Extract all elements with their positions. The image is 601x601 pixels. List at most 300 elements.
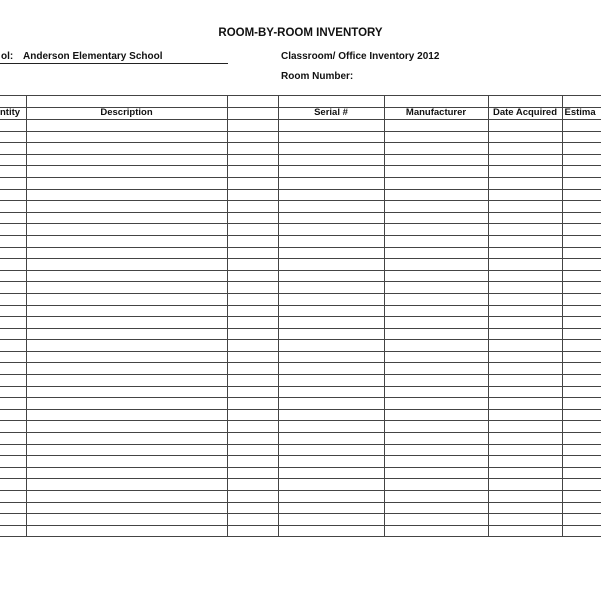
- table-cell: [0, 444, 26, 456]
- table-cell: [384, 467, 488, 479]
- table-cell: [278, 189, 384, 201]
- school-label: ol:: [1, 51, 14, 62]
- table-cell: [488, 247, 562, 259]
- table-row: [0, 363, 601, 375]
- table-cell: [26, 293, 227, 305]
- table-cell: [488, 386, 562, 398]
- table-cell: [0, 154, 26, 166]
- table-cell: [562, 340, 601, 352]
- table-cell: [562, 259, 601, 271]
- table-cell: [384, 444, 488, 456]
- table-cell: [562, 351, 601, 363]
- table-cell: [26, 282, 227, 294]
- table-cell: [26, 259, 227, 271]
- table-cell: [0, 305, 26, 317]
- table-cell: [278, 444, 384, 456]
- table-cell: [488, 317, 562, 329]
- table-row: [0, 456, 601, 468]
- table-cell: [278, 363, 384, 375]
- table-header-row: [0, 107, 601, 120]
- table-cell: [278, 514, 384, 526]
- table-cell: [278, 386, 384, 398]
- table-cell: [227, 363, 278, 375]
- table-cell: [278, 375, 384, 387]
- table-cell: [227, 235, 278, 247]
- header-manufacturer: Manufacturer: [384, 107, 488, 120]
- table-cell: [26, 351, 227, 363]
- table-cell: [26, 398, 227, 410]
- table-cell: [384, 351, 488, 363]
- table-cell: [0, 201, 26, 213]
- school-underline: [0, 63, 228, 64]
- table-row: [0, 305, 601, 317]
- table-cell: [0, 514, 26, 526]
- table-cell: [26, 467, 227, 479]
- table-cell: [384, 375, 488, 387]
- table-cell: [278, 409, 384, 421]
- table-top-row: [0, 96, 601, 108]
- table-cell: [488, 166, 562, 178]
- table-row: [0, 189, 601, 201]
- page-title: ROOM-BY-ROOM INVENTORY: [218, 27, 383, 39]
- table-cell: [26, 201, 227, 213]
- table-cell: [384, 398, 488, 410]
- table-cell: [278, 282, 384, 294]
- table-cell: [0, 456, 26, 468]
- table-cell: [488, 131, 562, 143]
- table-cell: [227, 386, 278, 398]
- table-cell: [488, 154, 562, 166]
- table-row: [0, 212, 601, 224]
- table-cell: [0, 293, 26, 305]
- table-cell: [562, 444, 601, 456]
- table-cell: [26, 479, 227, 491]
- table-cell: [384, 491, 488, 503]
- table-cell: [278, 433, 384, 445]
- table-cell: [488, 398, 562, 410]
- table-cell: [227, 317, 278, 329]
- table-row: [0, 340, 601, 352]
- table-cell: [227, 444, 278, 456]
- table-cell: [384, 143, 488, 155]
- table-cell: [488, 433, 562, 445]
- header-estimated-value: Estima: [562, 107, 601, 120]
- table-cell: [227, 351, 278, 363]
- table-cell: [384, 212, 488, 224]
- table-row: [0, 467, 601, 479]
- table-cell: [227, 247, 278, 259]
- table-row: [0, 235, 601, 247]
- table-row: [0, 154, 601, 166]
- table-cell: [0, 467, 26, 479]
- table-row: [0, 421, 601, 433]
- table-cell: [562, 293, 601, 305]
- table-cell: [562, 235, 601, 247]
- table-cell: [227, 409, 278, 421]
- table-cell: [26, 224, 227, 236]
- table-cell: [562, 421, 601, 433]
- table-cell: [562, 177, 601, 189]
- table-cell: [562, 363, 601, 375]
- table-cell: [26, 120, 227, 132]
- table-cell: [488, 340, 562, 352]
- table-cell: [562, 479, 601, 491]
- table-cell: [278, 351, 384, 363]
- table-cell: [384, 386, 488, 398]
- table-cell: [0, 386, 26, 398]
- table-cell: [227, 259, 278, 271]
- table-cell: [562, 328, 601, 340]
- table-cell: [26, 270, 227, 282]
- table-cell: [0, 433, 26, 445]
- table-cell: [488, 235, 562, 247]
- table-cell: [488, 375, 562, 387]
- table-cell: [227, 166, 278, 178]
- table-cell: [0, 351, 26, 363]
- table-cell: [26, 212, 227, 224]
- table-row: [0, 317, 601, 329]
- table-cell: [488, 282, 562, 294]
- table-cell: [26, 433, 227, 445]
- table-cell: [562, 456, 601, 468]
- table-cell: [0, 189, 26, 201]
- table-cell: [227, 456, 278, 468]
- table-cell: [0, 479, 26, 491]
- table-cell: [227, 120, 278, 132]
- table-cell: [278, 259, 384, 271]
- table-cell: [227, 270, 278, 282]
- table-cell: [562, 467, 601, 479]
- table-row: [0, 502, 601, 514]
- table-cell: [488, 270, 562, 282]
- table-cell: [26, 502, 227, 514]
- table-cell: [562, 143, 601, 155]
- table-cell: [227, 421, 278, 433]
- table-cell: [227, 224, 278, 236]
- table-cell: [26, 154, 227, 166]
- table-cell: [278, 177, 384, 189]
- inventory-title: Classroom/ Office Inventory 2012: [281, 51, 440, 62]
- table-cell: [384, 340, 488, 352]
- table-cell: [562, 224, 601, 236]
- table-row: [0, 386, 601, 398]
- table-cell: [0, 143, 26, 155]
- table-cell: [26, 166, 227, 178]
- table-row: [0, 375, 601, 387]
- table-cell: [0, 398, 26, 410]
- table-cell: [384, 166, 488, 178]
- table-cell: [0, 166, 26, 178]
- table-cell: [278, 293, 384, 305]
- table-cell: [384, 189, 488, 201]
- table-cell: [227, 154, 278, 166]
- table-row: [0, 177, 601, 189]
- table-cell: [488, 328, 562, 340]
- table-row: [0, 433, 601, 445]
- inventory-table: [0, 95, 601, 537]
- table-cell: [26, 247, 227, 259]
- table-cell: [562, 270, 601, 282]
- table-row: [0, 282, 601, 294]
- table-cell: [26, 177, 227, 189]
- table-cell: [384, 421, 488, 433]
- table-cell: [227, 398, 278, 410]
- table-cell: [0, 375, 26, 387]
- table-cell: [488, 491, 562, 503]
- table-cell: [384, 131, 488, 143]
- table-cell: [0, 270, 26, 282]
- table-cell: [278, 328, 384, 340]
- table-cell: [488, 421, 562, 433]
- table-cell: [227, 212, 278, 224]
- table-cell: [384, 502, 488, 514]
- table-cell: [278, 467, 384, 479]
- table-cell: [26, 409, 227, 421]
- table-cell: [227, 502, 278, 514]
- table-cell: [384, 154, 488, 166]
- table-cell: [384, 293, 488, 305]
- table-row: [0, 409, 601, 421]
- table-cell: [0, 282, 26, 294]
- table-cell: [0, 328, 26, 340]
- table-cell: [278, 235, 384, 247]
- table-row: [0, 224, 601, 236]
- table-cell: [278, 479, 384, 491]
- table-cell: [278, 270, 384, 282]
- table-cell: [227, 479, 278, 491]
- table-cell: [384, 514, 488, 526]
- table-cell: [384, 479, 488, 491]
- table-cell: [0, 131, 26, 143]
- header-blank: [227, 107, 278, 120]
- table-cell: [562, 154, 601, 166]
- table-cell: [562, 166, 601, 178]
- table-cell: [488, 293, 562, 305]
- table-cell: [278, 154, 384, 166]
- table-cell: [384, 525, 488, 537]
- table-cell: [384, 456, 488, 468]
- table-cell: [562, 189, 601, 201]
- table-cell: [488, 456, 562, 468]
- table-cell: [26, 363, 227, 375]
- table-cell: [26, 235, 227, 247]
- table-cell: [488, 120, 562, 132]
- table-cell: [488, 177, 562, 189]
- table-row: [0, 120, 601, 132]
- table-cell: [384, 305, 488, 317]
- table-row: [0, 351, 601, 363]
- table-cell: [0, 317, 26, 329]
- table-cell: [488, 479, 562, 491]
- table-cell: [278, 491, 384, 503]
- table-cell: [0, 224, 26, 236]
- table-cell: [227, 143, 278, 155]
- table-cell: [562, 212, 601, 224]
- table-cell: [562, 305, 601, 317]
- table-row: [0, 131, 601, 143]
- table-cell: [227, 467, 278, 479]
- table-cell: [384, 201, 488, 213]
- table-cell: [384, 224, 488, 236]
- table-cell: [488, 409, 562, 421]
- table-row: [0, 444, 601, 456]
- table-cell: [562, 131, 601, 143]
- table-cell: [488, 212, 562, 224]
- table-cell: [384, 235, 488, 247]
- table-cell: [488, 305, 562, 317]
- table-cell: [0, 363, 26, 375]
- table-row: [0, 328, 601, 340]
- table-cell: [488, 363, 562, 375]
- table-cell: [0, 177, 26, 189]
- table-cell: [26, 131, 227, 143]
- table-cell: [0, 409, 26, 421]
- table-cell: [562, 514, 601, 526]
- table-cell: [384, 247, 488, 259]
- table-cell: [227, 514, 278, 526]
- table-row: [0, 247, 601, 259]
- table-cell: [562, 375, 601, 387]
- table-cell: [278, 398, 384, 410]
- table-row: [0, 514, 601, 526]
- table-cell: [384, 282, 488, 294]
- table-cell: [562, 120, 601, 132]
- table-cell: [384, 328, 488, 340]
- table-cell: [488, 259, 562, 271]
- table-cell: [278, 212, 384, 224]
- table-cell: [26, 340, 227, 352]
- table-cell: [0, 525, 26, 537]
- table-cell: [488, 224, 562, 236]
- table-cell: [227, 491, 278, 503]
- table-cell: [26, 375, 227, 387]
- table-row: [0, 479, 601, 491]
- table-cell: [227, 525, 278, 537]
- table-cell: [562, 247, 601, 259]
- table-cell: [227, 328, 278, 340]
- table-cell: [26, 317, 227, 329]
- table-cell: [278, 224, 384, 236]
- table-cell: [26, 525, 227, 537]
- table-cell: [227, 433, 278, 445]
- table-cell: [278, 317, 384, 329]
- table-row: [0, 201, 601, 213]
- table-cell: [278, 305, 384, 317]
- table-cell: [227, 305, 278, 317]
- table-cell: [227, 282, 278, 294]
- table-cell: [384, 259, 488, 271]
- table-cell: [488, 189, 562, 201]
- table-row: [0, 491, 601, 503]
- table-cell: [384, 317, 488, 329]
- table-cell: [384, 177, 488, 189]
- table-cell: [278, 340, 384, 352]
- table-cell: [488, 143, 562, 155]
- table-cell: [562, 201, 601, 213]
- table-row: [0, 143, 601, 155]
- table-cell: [0, 421, 26, 433]
- table-cell: [278, 131, 384, 143]
- table-cell: [227, 293, 278, 305]
- table-cell: [488, 444, 562, 456]
- table-cell: [278, 120, 384, 132]
- table-cell: [278, 143, 384, 155]
- table-cell: [562, 433, 601, 445]
- table-cell: [562, 386, 601, 398]
- table-row: [0, 398, 601, 410]
- table-cell: [26, 456, 227, 468]
- header-quantity: ntity: [0, 107, 26, 120]
- table-cell: [278, 525, 384, 537]
- table-cell: [562, 491, 601, 503]
- room-number-label: Room Number:: [281, 71, 354, 82]
- table-cell: [227, 189, 278, 201]
- table-cell: [0, 120, 26, 132]
- header-description: Description: [26, 107, 227, 120]
- table-cell: [26, 491, 227, 503]
- table-cell: [384, 409, 488, 421]
- table-cell: [278, 421, 384, 433]
- table-cell: [0, 247, 26, 259]
- table-cell: [562, 398, 601, 410]
- table-cell: [562, 502, 601, 514]
- table-cell: [0, 212, 26, 224]
- table-cell: [26, 514, 227, 526]
- table-cell: [0, 502, 26, 514]
- header-date-acquired: Date Acquired: [488, 107, 562, 120]
- table-cell: [278, 201, 384, 213]
- table-cell: [26, 305, 227, 317]
- table-cell: [278, 247, 384, 259]
- table-cell: [227, 177, 278, 189]
- header-serial: Serial #: [278, 107, 384, 120]
- table-cell: [227, 201, 278, 213]
- table-cell: [227, 375, 278, 387]
- table-cell: [26, 421, 227, 433]
- table-row: [0, 525, 601, 537]
- table-cell: [26, 328, 227, 340]
- table-cell: [562, 282, 601, 294]
- table-cell: [0, 235, 26, 247]
- table-cell: [562, 317, 601, 329]
- table-cell: [488, 502, 562, 514]
- table-cell: [488, 514, 562, 526]
- table-cell: [562, 409, 601, 421]
- table-cell: [278, 166, 384, 178]
- table-cell: [562, 525, 601, 537]
- table-cell: [227, 131, 278, 143]
- table-cell: [0, 340, 26, 352]
- table-cell: [384, 433, 488, 445]
- table-row: [0, 259, 601, 271]
- table-cell: [384, 270, 488, 282]
- table-cell: [26, 444, 227, 456]
- table-cell: [0, 259, 26, 271]
- table-row: [0, 293, 601, 305]
- table-cell: [26, 189, 227, 201]
- table-cell: [488, 351, 562, 363]
- table-cell: [384, 363, 488, 375]
- table-row: [0, 270, 601, 282]
- table-cell: [488, 201, 562, 213]
- table-cell: [384, 120, 488, 132]
- table-row: [0, 166, 601, 178]
- table-cell: [278, 502, 384, 514]
- table-cell: [278, 456, 384, 468]
- table-cell: [26, 386, 227, 398]
- table-cell: [0, 491, 26, 503]
- table-cell: [488, 525, 562, 537]
